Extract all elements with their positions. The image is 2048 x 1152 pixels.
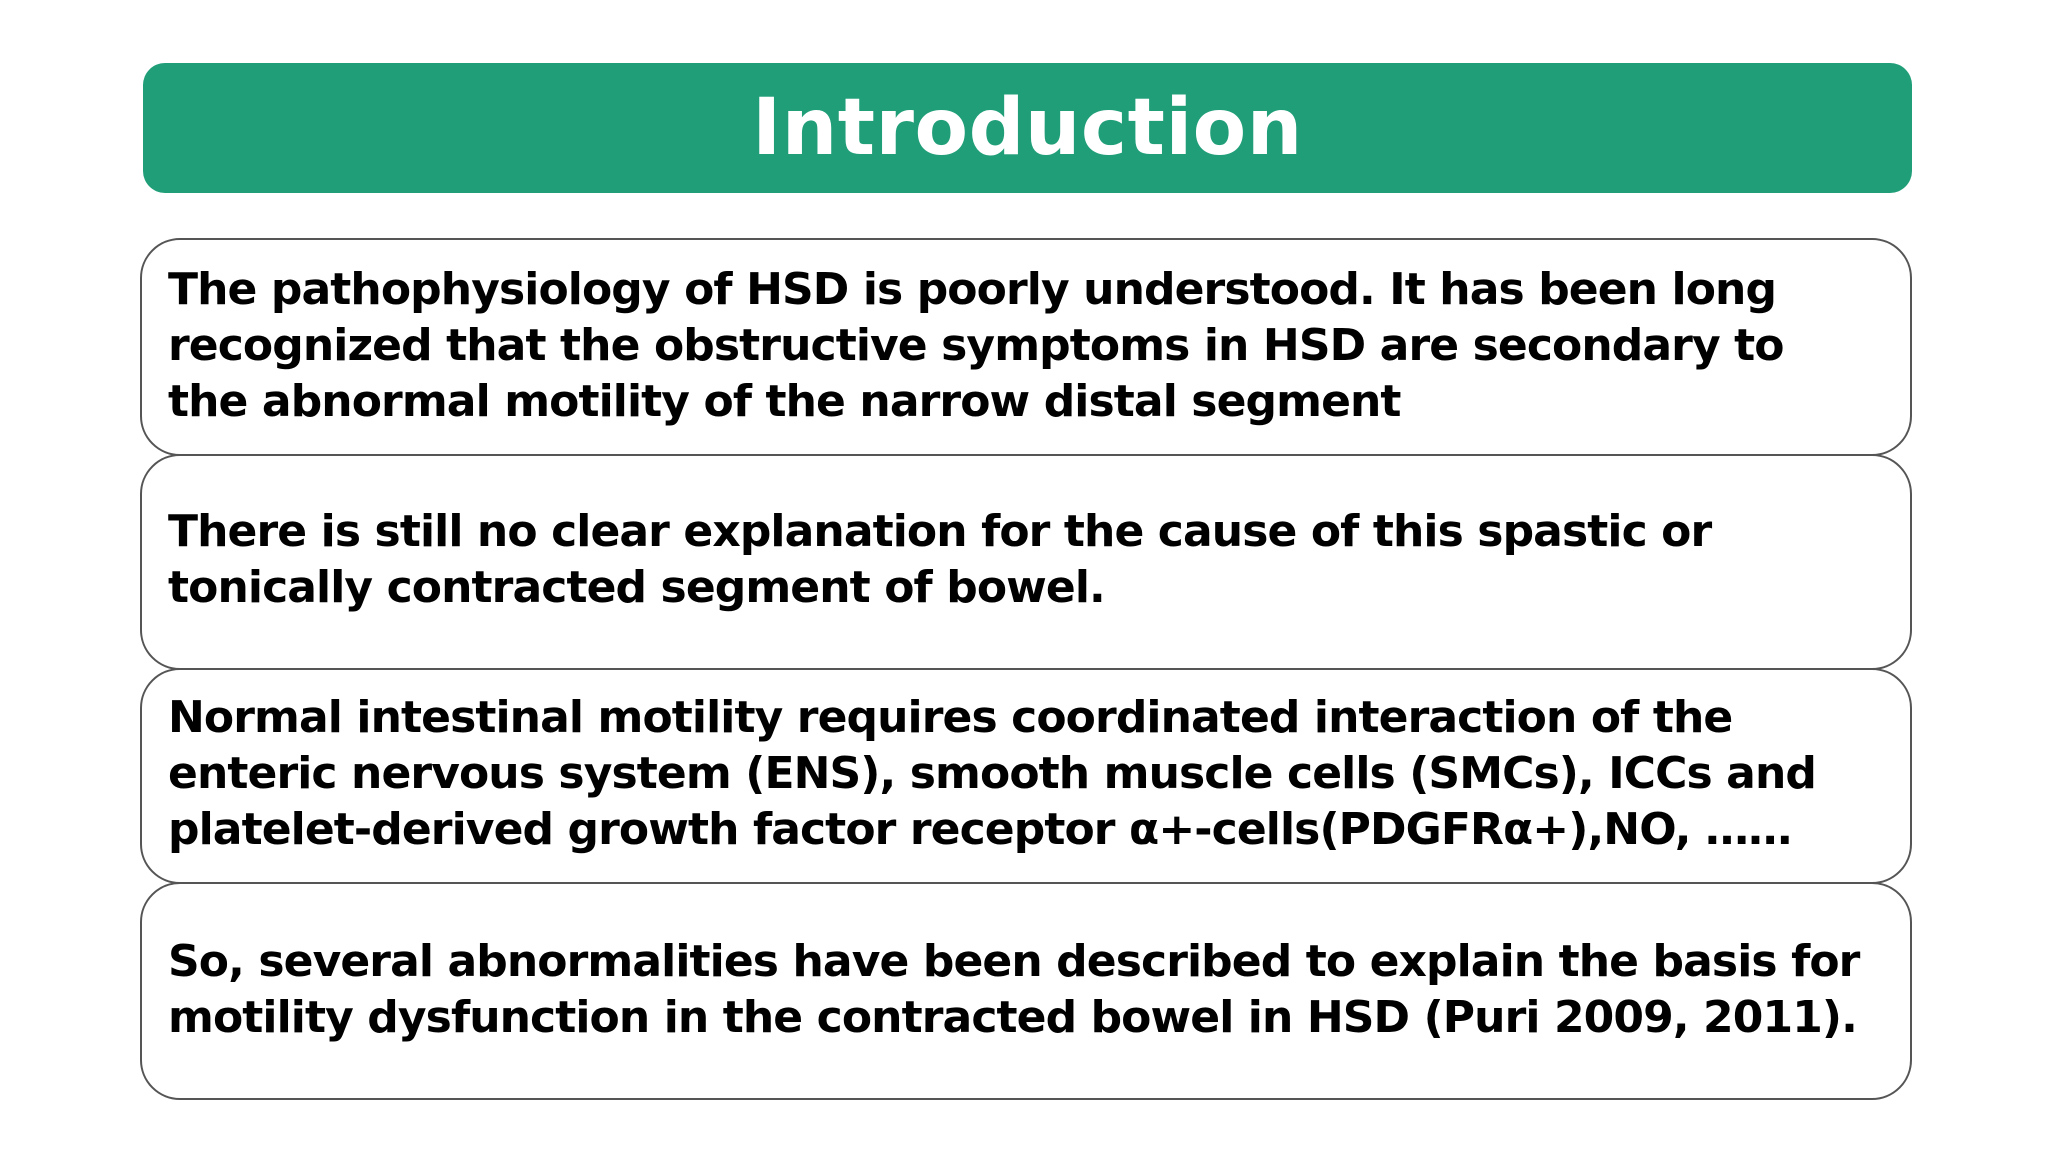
text-box-4-content: So, several abnormalities have been described to explain the basis for motility dysfunction in the contracted bowel in HSD (Puri 2009, 2011).: [168, 936, 1860, 1043]
text-box-2-content: There is still no clear explanation for the cause of this spastic or tonically contracted segment of bowel.: [168, 506, 1712, 613]
slide-title: Introduction: [752, 83, 1303, 173]
text-box-1: [140, 238, 1912, 456]
text-box-4: [140, 882, 1912, 1100]
text-box-1-content: The pathophysiology of HSD is poorly understood. It has been long recognized that the obstructive symptoms in HSD are secondary to the abnormal motility of the narrow distal segment: [168, 264, 1784, 427]
title-banner: [143, 63, 1912, 193]
text-box-3: [140, 668, 1912, 884]
text-box-2: [140, 454, 1912, 670]
text-box-3-content: Normal intestinal motility requires coordinated interaction of the enteric nervous system (ENS), smooth muscle cells (SMCs), ICCs and platelet-derived growth factor receptor α+-cells(PDGFRα+),NO, ……: [168, 692, 1816, 855]
